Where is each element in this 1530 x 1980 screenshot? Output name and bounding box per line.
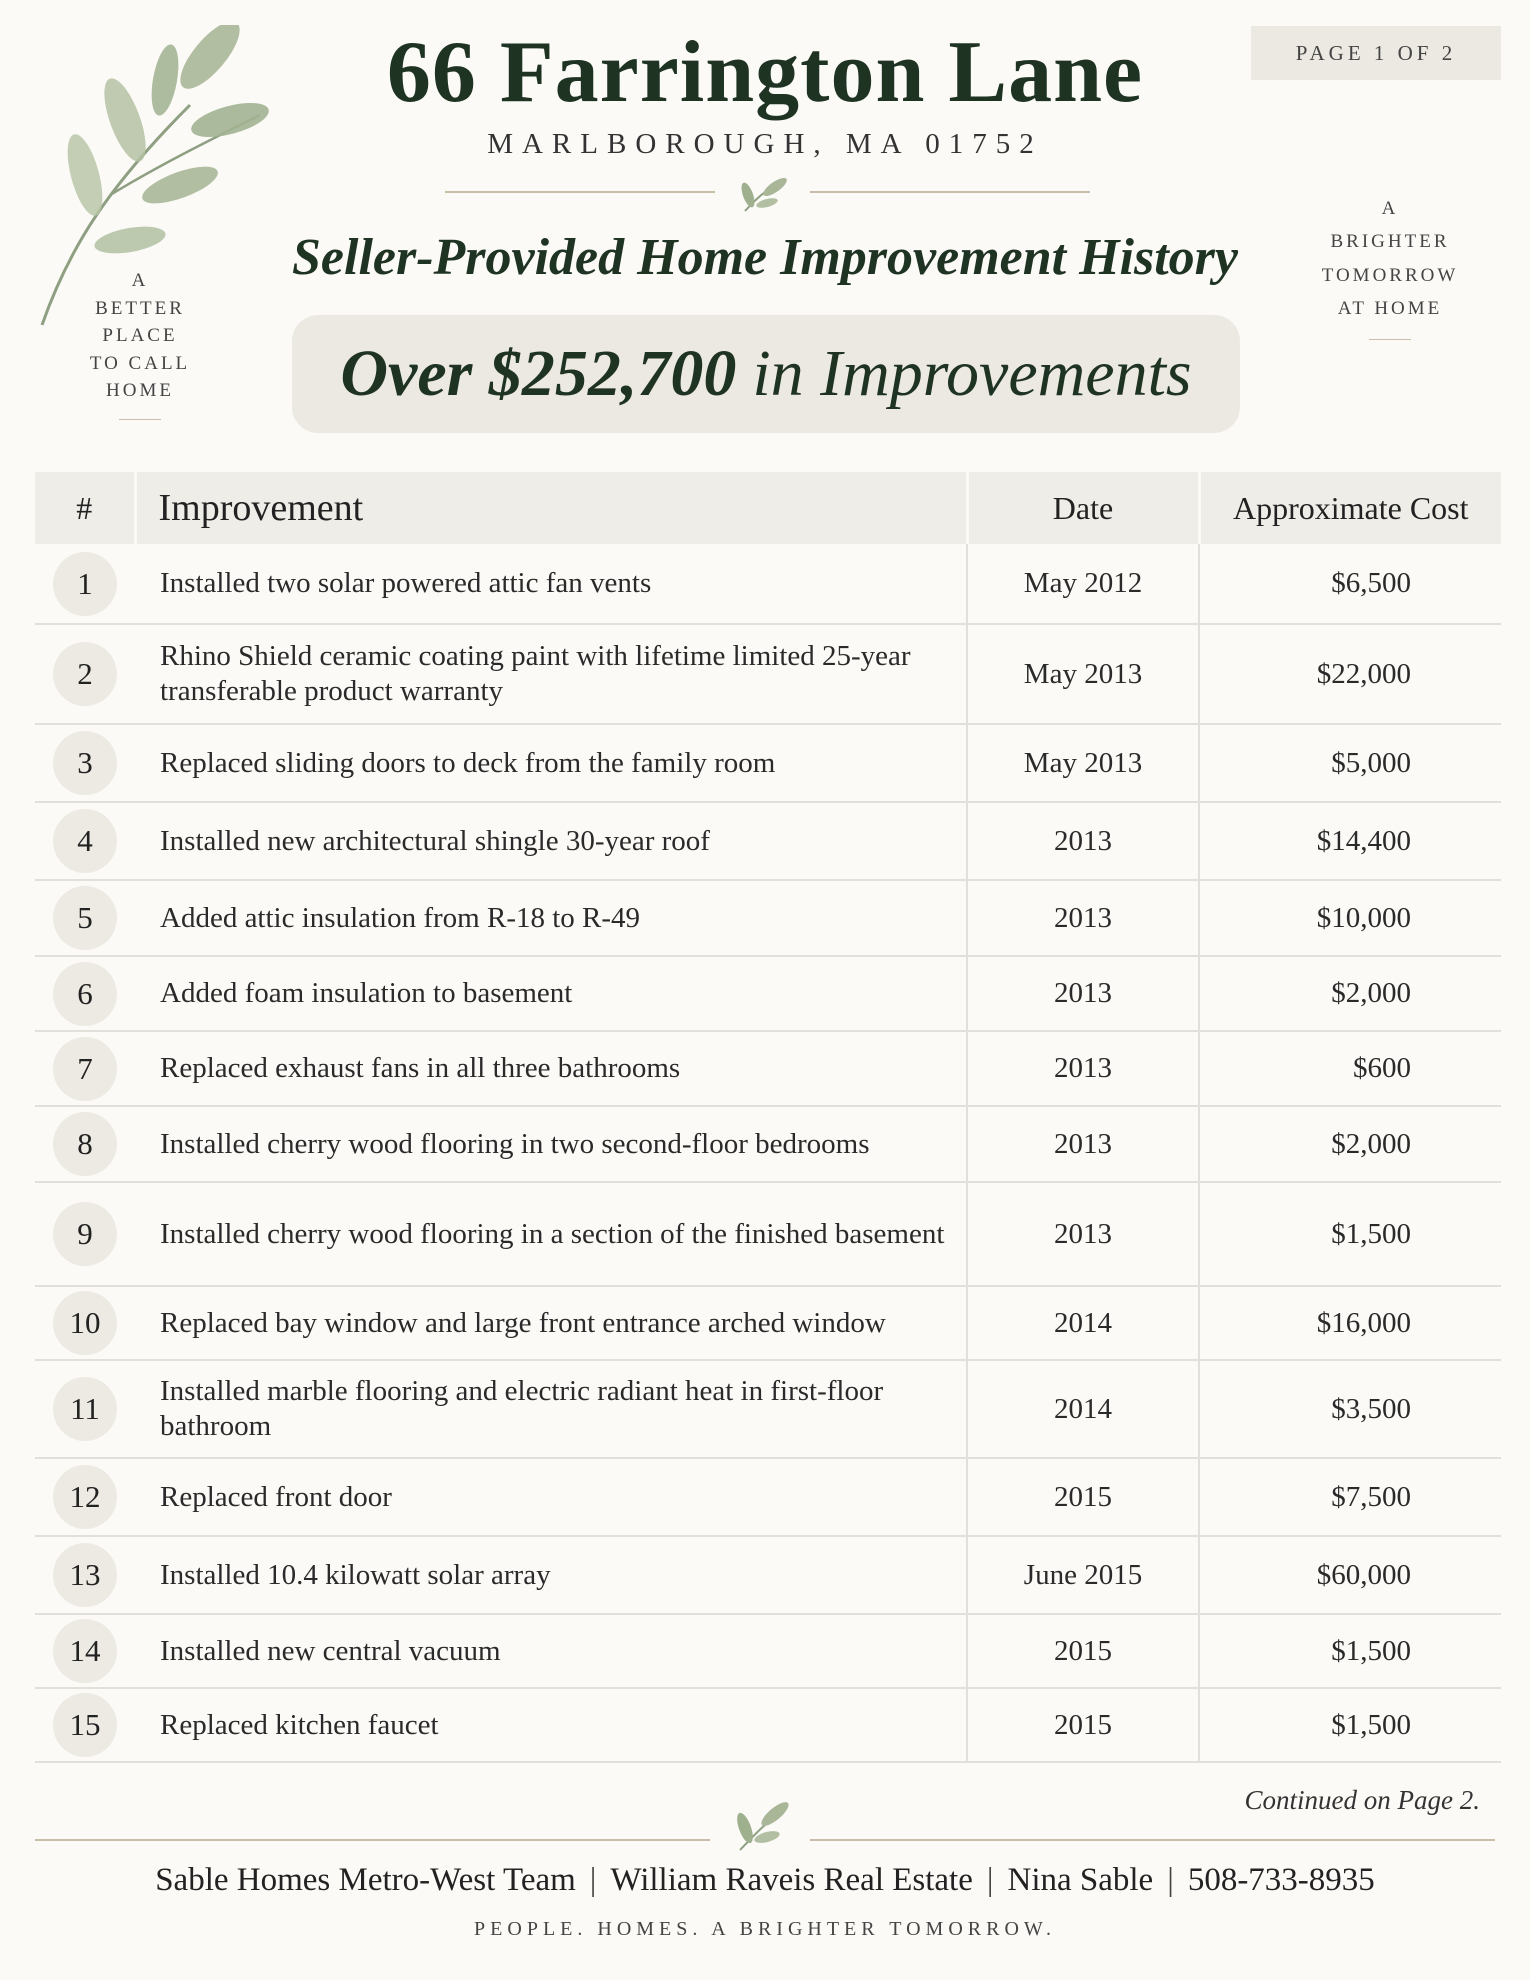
property-address-title: 66 Farrington Lane (386, 24, 1144, 121)
row-improvement: Installed two solar powered attic fan vents (135, 544, 967, 624)
right-tag-rule (1369, 339, 1411, 340)
footer-separator: | (1167, 1862, 1174, 1898)
table-row (35, 1286, 1501, 1360)
row-improvement: Added foam insulation to basement (135, 956, 967, 1031)
table-row (35, 1458, 1501, 1536)
left-tag-line: BETTER (95, 297, 185, 319)
row-date: 2015 (967, 1614, 1199, 1688)
row-date: 2014 (967, 1360, 1199, 1458)
row-date: June 2015 (967, 1536, 1199, 1614)
left-tag-rule (119, 419, 161, 420)
leaf-sprig-icon (739, 175, 789, 211)
row-improvement: Replaced sliding doors to deck from the family room (135, 724, 967, 802)
footer-separator: | (986, 1862, 994, 1898)
row-number-badge: 9 (53, 1202, 117, 1266)
row-date: 2013 (967, 1106, 1199, 1182)
row-date: 2013 (967, 802, 1199, 880)
leaf-sprig-divider (445, 175, 1090, 215)
header-number: # (35, 472, 135, 544)
row-cost: $600 (1199, 1031, 1501, 1106)
leaf-sprig-icon (734, 1798, 792, 1850)
row-improvement: Installed cherry wood flooring in a section of the finished basement (135, 1182, 967, 1286)
banner-text: in Improvements (752, 337, 1192, 410)
row-improvement: Replaced kitchen faucet (135, 1688, 967, 1762)
table-row (35, 1106, 1501, 1182)
row-date: May 2013 (967, 724, 1199, 802)
row-cost: $3,500 (1199, 1360, 1501, 1458)
row-date: 2014 (967, 1286, 1199, 1360)
row-date: May 2012 (967, 544, 1199, 624)
row-cost: $60,000 (1199, 1536, 1501, 1614)
row-cost: $2,000 (1199, 956, 1501, 1031)
table-row (35, 1031, 1501, 1106)
row-number-badge: 2 (53, 642, 117, 706)
table-row (35, 1614, 1501, 1688)
row-date: 2013 (967, 1182, 1199, 1286)
row-number-badge: 14 (53, 1619, 117, 1683)
table-row (35, 1536, 1501, 1614)
right-tag-line: AT HOME (1337, 297, 1443, 319)
row-improvement: Installed new central vacuum (135, 1614, 967, 1688)
row-improvement: Replaced front door (135, 1458, 967, 1536)
row-improvement: Installed new architectural shingle 30-year roof (135, 802, 967, 880)
header-cost: Approximate Cost (1199, 472, 1501, 544)
row-improvement: Installed cherry wood flooring in two second-floor bedrooms (135, 1106, 967, 1182)
right-tag-line: TOMORROW (1321, 264, 1459, 286)
footer-contact-line (0, 1862, 1530, 1899)
table-row (35, 802, 1501, 880)
row-date: 2015 (967, 1458, 1199, 1536)
row-cost: $1,500 (1199, 1182, 1501, 1286)
row-number-badge: 8 (53, 1112, 117, 1176)
header-improvement: Improvement (135, 472, 967, 544)
row-cost: $2,000 (1199, 1106, 1501, 1182)
row-improvement: Installed marble flooring and electric radiant heat in first-floor bathroom (135, 1360, 967, 1458)
continued-note: Continued on Page 2. (1244, 1785, 1480, 1815)
banner-amount: Over $252,700 (340, 337, 737, 410)
row-number-badge: 6 (53, 962, 117, 1026)
row-date: 2013 (967, 956, 1199, 1031)
city-state-zip: MARLBOROUGH, MA 01752 (487, 128, 1043, 160)
row-cost: $6,500 (1199, 544, 1501, 624)
row-number-badge: 4 (53, 809, 117, 873)
row-cost: $1,500 (1199, 1614, 1501, 1688)
row-improvement: Added attic insulation from R-18 to R-49 (135, 880, 967, 956)
left-tag-line: HOME (106, 380, 174, 402)
table-row (35, 624, 1501, 724)
row-improvement: Installed 10.4 kilowatt solar array (135, 1536, 967, 1614)
table-row (35, 880, 1501, 956)
table-header-row (35, 472, 1501, 544)
row-cost: $14,400 (1199, 802, 1501, 880)
improvements-table (35, 472, 1501, 1763)
footer-separator: | (589, 1862, 597, 1898)
header-date: Date (967, 472, 1199, 544)
row-number-badge: 5 (53, 886, 117, 950)
page-indicator: PAGE 1 OF 2 (1251, 26, 1501, 80)
table-row (35, 1182, 1501, 1286)
row-number-badge: 12 (53, 1465, 117, 1529)
right-tag-line: A (1381, 198, 1399, 219)
row-number-badge: 13 (53, 1543, 117, 1607)
row-number-badge: 3 (53, 731, 117, 795)
footer-motto: PEOPLE. HOMES. A BRIGHTER TOMORROW. (474, 1918, 1056, 1940)
table-row (35, 544, 1501, 624)
left-tag-line: PLACE (102, 325, 178, 347)
document-subtitle: Seller-Provided Home Improvement History (292, 229, 1238, 286)
row-cost: $5,000 (1199, 724, 1501, 802)
right-tag-line: BRIGHTER (1330, 231, 1450, 253)
table-row (35, 956, 1501, 1031)
footer-team-name: Sable Homes Metro-West Team (155, 1862, 576, 1898)
row-date: 2015 (967, 1688, 1199, 1762)
row-cost: $7,500 (1199, 1458, 1501, 1536)
footer-brokerage: William Raveis Real Estate (610, 1862, 973, 1898)
row-cost: $1,500 (1199, 1688, 1501, 1762)
left-side-tagline (60, 267, 220, 420)
table-row (35, 1360, 1501, 1458)
row-number-badge: 15 (53, 1693, 117, 1757)
row-number-badge: 11 (53, 1377, 117, 1441)
left-tag-line: TO CALL (89, 352, 191, 374)
row-number-badge: 10 (53, 1291, 117, 1355)
row-cost: $10,000 (1199, 880, 1501, 956)
row-improvement: Replaced exhaust fans in all three bathrooms (135, 1031, 967, 1106)
row-number-badge: 1 (53, 552, 117, 616)
row-cost: $22,000 (1199, 624, 1501, 724)
row-date: 2013 (967, 1031, 1199, 1106)
footer-agent-name: Nina Sable (1007, 1862, 1154, 1898)
row-improvement: Rhino Shield ceramic coating paint with lifetime limited 25-year transferable product warranty (135, 624, 967, 724)
row-cost: $16,000 (1199, 1286, 1501, 1360)
left-tag-line: A (131, 270, 149, 291)
row-date: May 2013 (967, 624, 1199, 724)
row-date: 2013 (967, 880, 1199, 956)
total-improvements-banner (292, 315, 1240, 433)
footer-phone: 508-733-8935 (1187, 1862, 1375, 1898)
table-row (35, 724, 1501, 802)
row-improvement: Replaced bay window and large front entrance arched window (135, 1286, 967, 1360)
row-number-badge: 7 (53, 1037, 117, 1101)
table-row (35, 1688, 1501, 1762)
